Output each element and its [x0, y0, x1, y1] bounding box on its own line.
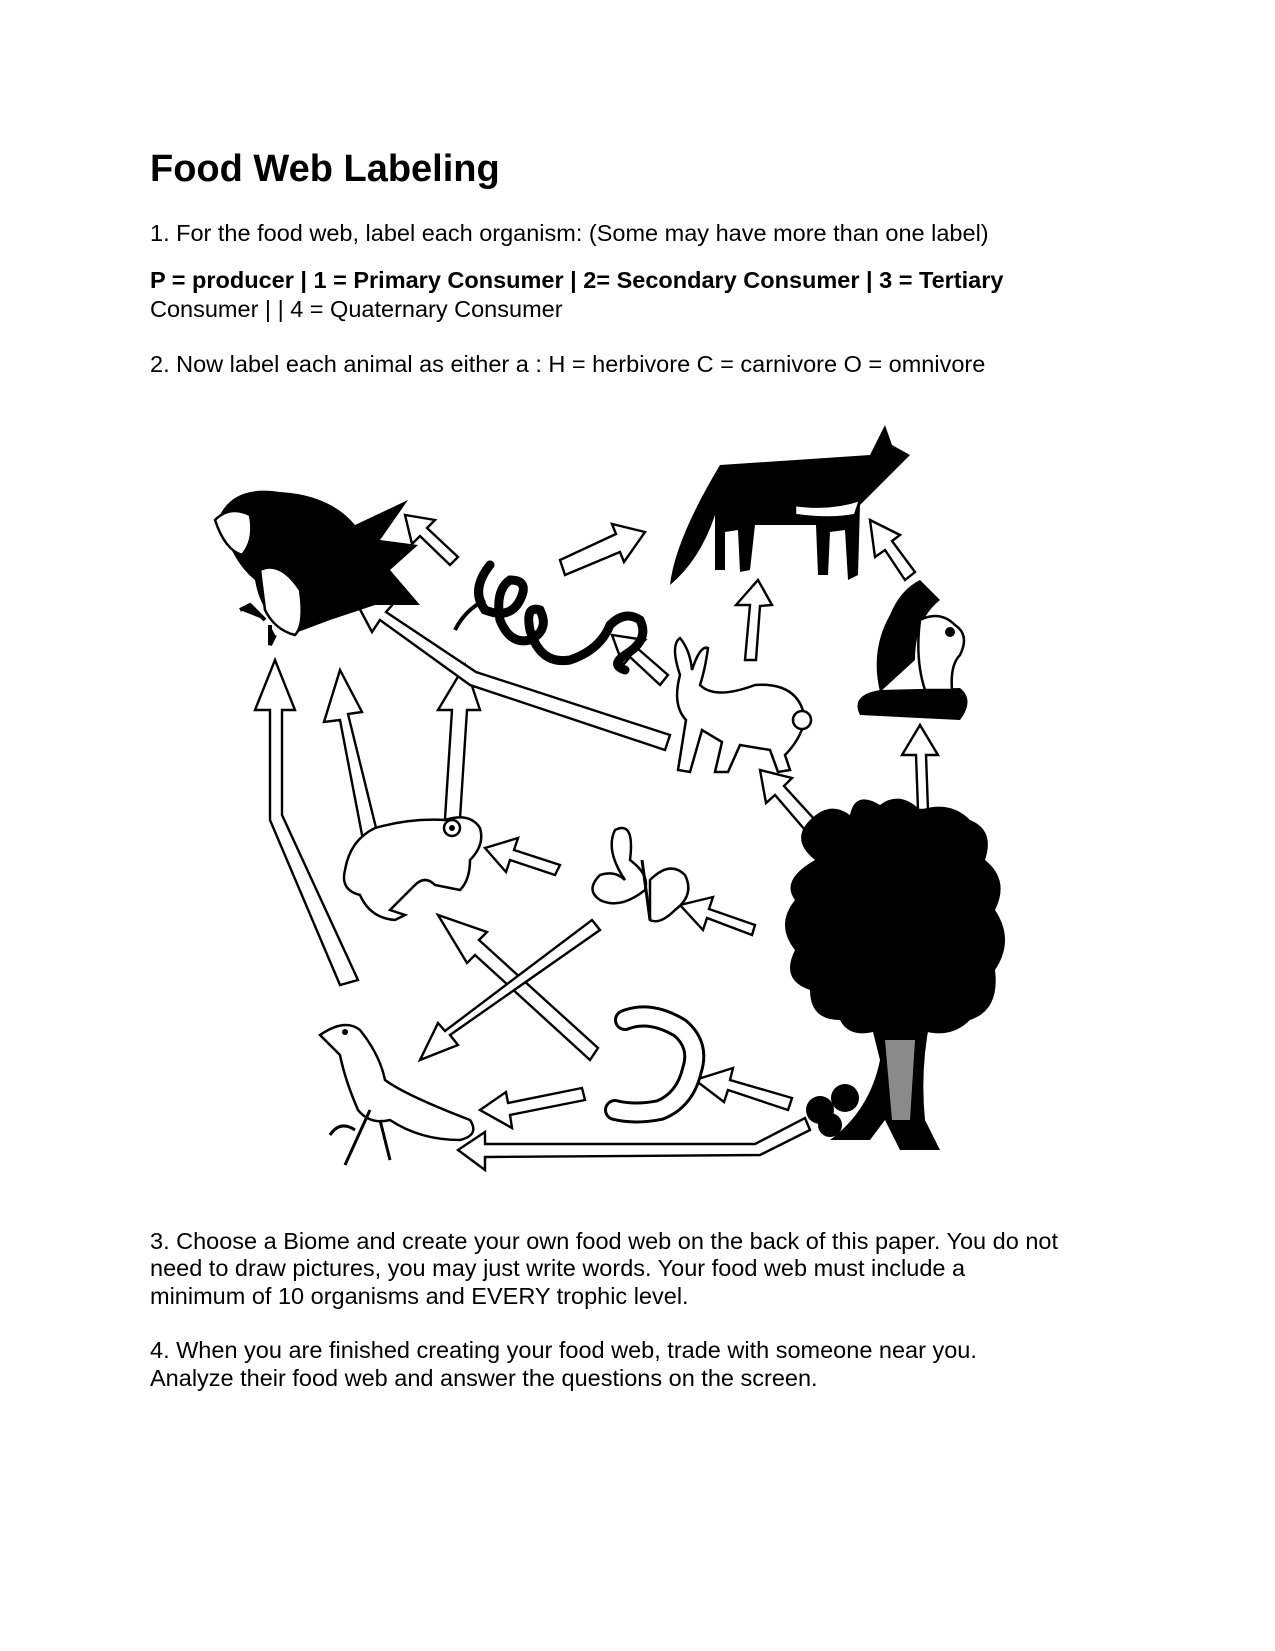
- food-web-diagram: [180, 420, 1030, 1200]
- arrow-snake-to-fox: [560, 524, 645, 575]
- arrow-rabbit-to-hawk: [355, 600, 670, 750]
- question-3-line-1: 3. Choose a Biome and create your own food web on the back of this paper. You do not: [150, 1228, 1058, 1254]
- butterfly-organism: [593, 828, 689, 921]
- question-3-line-3: minimum of 10 organisms and EVERY trophic level.: [150, 1283, 689, 1309]
- arrow-tree-to-butterfly: [680, 897, 755, 935]
- page-title: Food Web Labeling: [150, 148, 500, 190]
- question-2: 2. Now label each animal as either a : H = herbivore C = carnivore O = omnivore: [150, 351, 986, 377]
- arrow-frog-to-hawk: [324, 670, 378, 840]
- rabbit-organism: [675, 638, 811, 772]
- worm-organism: [615, 1016, 694, 1112]
- snake-organism: [455, 565, 643, 670]
- arrow-rabbit-to-fox: [736, 580, 772, 660]
- tree-organism: [785, 799, 1005, 1150]
- question-4-line-1: 4. When you are finished creating your food web, trade with someone near you.: [150, 1337, 977, 1363]
- arrow-tree-to-worm: [695, 1068, 792, 1110]
- arrow-frog-to-snake: [438, 665, 480, 834]
- question-4-line-2: Analyze their food web and answer the questions on the screen.: [150, 1365, 818, 1391]
- question-1: 1. For the food web, label each organism: (Some may have more than one label): [150, 220, 989, 246]
- fox-organism: [670, 425, 910, 585]
- label-key-line-2: Consumer | | 4 = Quaternary Consumer: [150, 296, 563, 322]
- arrow-butterfly-to-frog: [485, 838, 560, 875]
- arrow-snake-to-hawk: [405, 515, 458, 565]
- label-key-line-1: P = producer | 1 = Primary Consumer | 2= Secondary Consumer | 3 = Tertiary: [150, 267, 1004, 293]
- arrow-tree-to-squirrel: [902, 725, 938, 810]
- squirrel-organism: [858, 580, 968, 720]
- question-3-line-2: need to draw pictures, you may just write words. Your food web must include a: [150, 1255, 966, 1281]
- arrow-worm-to-bird: [480, 1088, 585, 1128]
- arrow-squirrel-to-fox: [870, 520, 915, 580]
- arrow-tree-to-rabbit: [760, 770, 815, 830]
